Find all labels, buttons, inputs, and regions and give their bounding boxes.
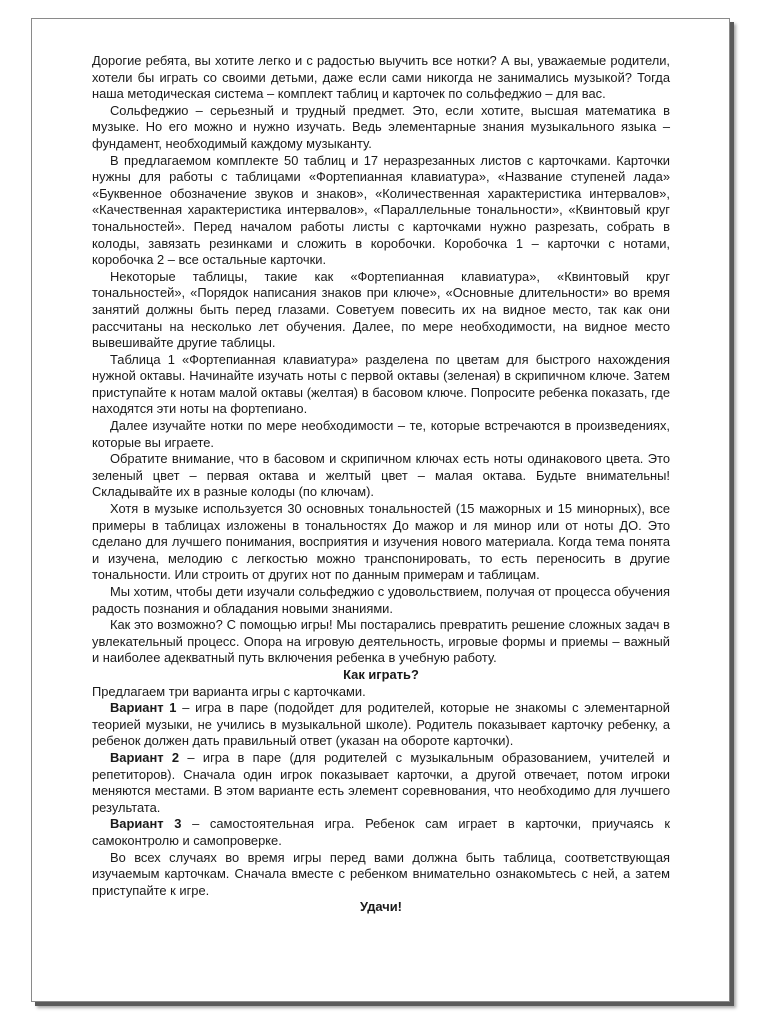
document-body xyxy=(92,53,670,916)
paragraph-variants-intro: Предлагаем три варианта игры с карточками. xyxy=(92,683,366,699)
paragraph-table-1: Таблица 1 «Фортепианная клавиатура» разделена по цветам для быстрого нахождения нужной октавы. Начинайте изучать ноты с первой октавы (зеленая) в скрипичном ключе. Затем приступайте к нотам малой октавы (желтая) в басовом ключе. Попросите ребенка показать, где находятся эти ноты на фортепиано. xyxy=(92,351,670,417)
paragraph-games: Как это возможно? С помощью игры! Мы постарались превратить решение сложных задач в увлекательный процесс. Опора на игровую деятельность, игровые формы и приемы – важный и наиболее адекватный путь включения ребенка в учебную работу. xyxy=(92,617,670,666)
paragraph-solfeggio: Сольфеджио – серьезный и трудный предмет. Это, если хотите, высшая математика в музыке. Но его можно и нужно изучать. Ведь элементарные знания музыкального языка – фундамент, необходимый каждому музыканту. xyxy=(92,102,670,151)
variant-2-text: – игра в паре (для родителей с музыкальным образованием, учителей и репетиторов). Сначала один игрок показывает карточки, а другой отвечает, потом игроки меняются местами. В этом варианте есть элемент соревнования, что необходимо для лучшего результата. xyxy=(92,749,670,815)
variant-2-label: Вариант 2 xyxy=(110,749,180,765)
paragraph-further-study: Далее изучайте нотки по мере необходимости – те, которые встречаются в произведениях, которые вы играете. xyxy=(92,418,670,450)
paragraph-variant-3 xyxy=(92,816,670,849)
paragraph-variant-2 xyxy=(92,750,670,816)
variant-1-label: Вариант 1 xyxy=(110,700,177,716)
variant-1-text: – игра в паре (подойдет для родителей, которые не знакомы с элементарной теорией музыки, не учились в музыкальной школе). Родитель показывает карточку ребенку, а ребенок должен дать правильный ответ (указан на обороте карточки). xyxy=(92,700,671,749)
document-page xyxy=(31,18,730,1002)
section-heading-how-to-play: Как играть? xyxy=(343,666,419,682)
paragraph-kit-contents: В предлагаемом комплекте 50 таблиц и 17 неразрезанных листов с карточками. Карточки нужны для работы с таблицами «Фортепианная клавиатура», «Название ступеней лада» «Буквенное обозначение звуков и знаков», «Количественная характеристика интервалов», «Качественная характеристика интервалов», «Параллельные тональности», «Квинтовый круг тональностей». Перед началом работы листы с карточками нужно разрезать, собрать в колоды, завязать резинками и сложить в коробочки. Коробочка 1 – карточки с нотами, коробочка 2 – все остальные карточки. xyxy=(92,152,670,268)
paragraph-colors-note: Обратите внимание, что в басовом и скрипичном ключах есть ноты одинакового цвета. Это зеленый цвет – первая октава и желтый цвет – малая октава. Будьте внимательны! Складывайте их в разные колоды (по ключам). xyxy=(92,451,670,500)
paragraph-tables-display: Некоторые таблицы, такие как «Фортепианная клавиатура», «Квинтовый круг тональностей», «Порядок написания знаков при ключе», «Основные длительности» во время занятий должны быть перед глазами. Советуем повесить их на видное место, так как они рассчитаны на несколько лет обучения. Далее, по мере необходимости, на видное место вывешивайте другие таблицы. xyxy=(92,268,670,351)
paragraph-variant-1 xyxy=(92,700,670,750)
closing-text: Удачи! xyxy=(360,899,402,915)
variant-3-text: – самостоятельная игра. Ребенок сам играет в карточки, приучаясь к самоконтролю и самопроверке. xyxy=(92,816,671,848)
paragraph-goal: Мы хотим, чтобы дети изучали сольфеджио с удовольствием, получая от процесса обучения радость познания и обладания новыми знаниями. xyxy=(92,584,670,616)
variant-3-label: Вариант 3 xyxy=(110,816,182,832)
paragraph-tonalities: Хотя в музыке используется 30 основных тональностей (15 мажорных и 15 минорных), все примеры в таблицах изложены в тональностях До мажор и ля минор или от ноты ДО. Это сделано для лучшего понимания, восприятия и изучения нового материала. Когда тема понята и изучена, мелодию с легкостью можно транспонировать, то есть переносить в другие тональности. Или строить от других нот по данным примерам и таблицам. xyxy=(92,501,670,583)
paragraph-final: Во всех случаях во время игры перед вами должна быть таблица, соответствующая изучаемым карточкам. Сначала вместе с ребенком внимательно ознакомьтесь с ней, а затем приступайте к игре. xyxy=(92,849,670,898)
paragraph-intro: Дорогие ребята, вы хотите легко и с радостью выучить все нотки? А вы, уважаемые родители, хотели бы играть со своими детьми, даже если сами никогда не занимались музыкой? Тогда наша методическая система – комплект таблиц и карточек по сольфеджио – для вас. xyxy=(92,53,670,102)
